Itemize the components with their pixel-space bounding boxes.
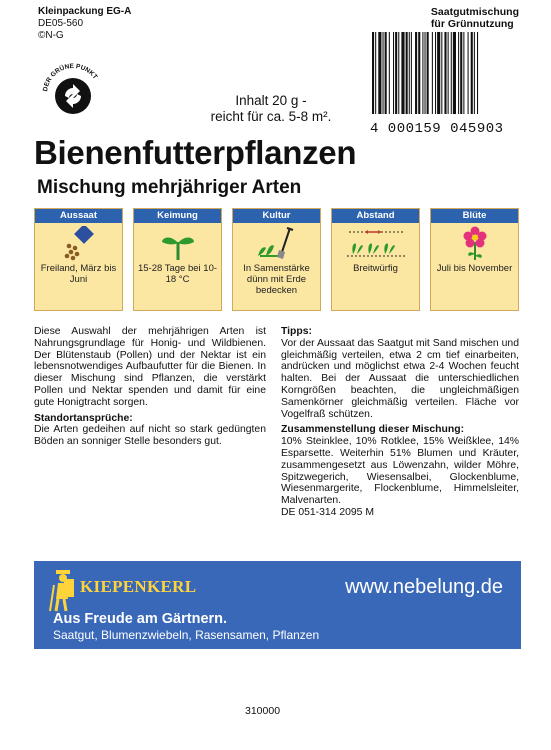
kiepenkerl-figure-icon xyxy=(48,567,76,613)
panel-head: Blüte xyxy=(431,209,518,223)
panel-aussaat xyxy=(34,208,123,311)
seedling-icon xyxy=(134,225,221,263)
mix-heading: Zusammenstellung dieser Mischung: xyxy=(281,424,465,436)
barcode-bar xyxy=(463,32,464,114)
barcode-bar xyxy=(451,32,452,114)
barcode-bar xyxy=(415,32,417,114)
barcode-bar xyxy=(468,32,469,114)
panel-keimung xyxy=(133,208,222,311)
barcode-bar xyxy=(375,32,376,114)
barcode-bar xyxy=(385,32,387,114)
barcode-bar xyxy=(372,32,374,114)
panel-text: Juli bis November xyxy=(436,263,513,274)
content-coverage: reicht für ca. 5-8 m². xyxy=(210,109,332,124)
packet-size-label: Kleinpackung EG-A xyxy=(38,6,132,17)
article-code: 310000 xyxy=(245,705,281,717)
brand-products: Saatgut, Blumenzwiebeln, Rasensamen, Pflanzen xyxy=(53,628,320,642)
brand-banner xyxy=(34,561,521,649)
barcode-bar xyxy=(444,32,446,114)
panel-text: Freiland, März bis Juni xyxy=(40,263,117,285)
barcode-bar xyxy=(389,32,390,114)
website-link[interactable]: www.nebelung.de xyxy=(345,576,503,598)
barcode-bar xyxy=(409,32,410,114)
barcode-bar xyxy=(427,32,429,114)
copyright-mark: ©N-G xyxy=(38,30,64,41)
barcode-bar xyxy=(401,32,404,114)
barcode-bar xyxy=(477,32,478,114)
flower-icon xyxy=(431,225,518,263)
spacing-icon xyxy=(332,225,419,263)
barcode-bar xyxy=(411,32,412,114)
seed-category-line1: Saatgutmischung xyxy=(430,6,519,18)
panel-head: Kultur xyxy=(233,209,320,223)
barcode-bar xyxy=(458,32,459,114)
barcode-bar xyxy=(378,32,381,114)
panel-text: Breitwürfig xyxy=(353,263,398,274)
panel-text: In Samenstärke dünn mit Erde bedecken xyxy=(243,263,310,296)
mix-text: 10% Steinklee, 10% Rotklee, 15% Weißklee, 14% Esparsette. Weiterhin 51% Blumen und Kräuter, zusammengesetzt aus Löwenzahn, wilder Möhre, Spitzwegerich, Wiesensalbei, Glockenblume, Wiesenmargerite, Flockenblume, Himmelsleiter, Malvenarten. xyxy=(281,436,519,507)
seed-category xyxy=(431,6,519,30)
barcode-bar xyxy=(406,32,408,114)
panel-bluete xyxy=(430,208,519,311)
location-heading: Standortansprüche: xyxy=(34,412,133,424)
barcode-number: 4 000159 045903 xyxy=(370,121,504,137)
product-subtitle: Mischung mehrjähriger Arten xyxy=(37,177,302,198)
description-column xyxy=(34,326,266,452)
packet-info xyxy=(38,6,131,42)
panel-head: Aussaat xyxy=(35,209,122,223)
panel-head: Keimung xyxy=(134,209,221,223)
brand-slogan: Aus Freude am Gärtnern. xyxy=(53,611,228,627)
tips-column xyxy=(281,326,519,523)
spade-icon xyxy=(233,225,320,263)
barcode-bar xyxy=(395,32,397,114)
barcode-bar xyxy=(398,32,399,114)
barcode-bar xyxy=(474,32,475,114)
barcode-bar xyxy=(453,32,456,114)
seeds-icon xyxy=(35,225,122,263)
gruener-punkt-logo xyxy=(38,56,108,126)
barcode-bar xyxy=(383,32,384,114)
tips-heading: Tipps: xyxy=(281,326,312,337)
content-weight: Inhalt 20 g - xyxy=(235,93,307,108)
barcode-bar xyxy=(471,32,473,114)
barcode-bar xyxy=(435,32,436,114)
barcode-bars xyxy=(370,32,518,114)
panel-head: Abstand xyxy=(332,209,419,223)
barcode-bar xyxy=(460,32,462,114)
barcode-bar xyxy=(422,32,423,114)
brand-name: KIEPENKERL xyxy=(80,577,197,596)
barcode xyxy=(370,32,522,137)
barcode-bar xyxy=(437,32,440,114)
barcode-bar xyxy=(425,32,426,114)
panel-text: 15-28 Tage bei 10-18 °C xyxy=(137,263,218,285)
content-amount xyxy=(196,93,346,125)
tips-text: Vor der Aussaat das Saatgut mit Sand mischen und gleichmäßig verteilen, etwa 2 cm tief einarbeiten, andrücken und möglichst etwa 2-4 Wochen feucht halten. Bei der Aussaat die unterschiedlichen Korngrößen beachten, die ungleichmäßigen Samenkörner gleichmäßig verteilen. Fläche vor Vogelfraß schützen. xyxy=(281,337,519,420)
seed-category-line2: für Grünnutzung xyxy=(430,18,514,30)
barcode-bar xyxy=(448,32,449,114)
mix-code: DE 051-314 2095 M xyxy=(281,506,374,518)
barcode-bar xyxy=(393,32,394,114)
gruener-punkt-text: DER GRÜNE PUNKT xyxy=(42,62,99,93)
panel-kultur xyxy=(232,208,321,311)
location-text: Die Arten gedeihen auf nicht so stark gedüngten Böden an sonniger Stelle besonders gut. xyxy=(34,424,266,448)
packet-code: DE05-560 xyxy=(38,18,84,29)
barcode-bar xyxy=(441,32,442,114)
info-panels xyxy=(34,208,521,312)
barcode-bar xyxy=(418,32,420,114)
panel-abstand xyxy=(331,208,420,311)
product-title: Bienenfutterpflanzen xyxy=(34,134,357,171)
description-text: Diese Auswahl der mehrjährigen Arten ist Nahrungsgrundlage für Honig- und Wildbienen. Der Blütenstaub (Pollen) und der Nektar ist ein lebensnotwendiges Aufbaufutter für die Bienen. In dieser Mischung sind Pflanzen, die verstärkt Pollen und Nektar spenden und damit für eine gute Honigtracht sorgen. xyxy=(34,326,266,408)
barcode-bar xyxy=(432,32,433,114)
